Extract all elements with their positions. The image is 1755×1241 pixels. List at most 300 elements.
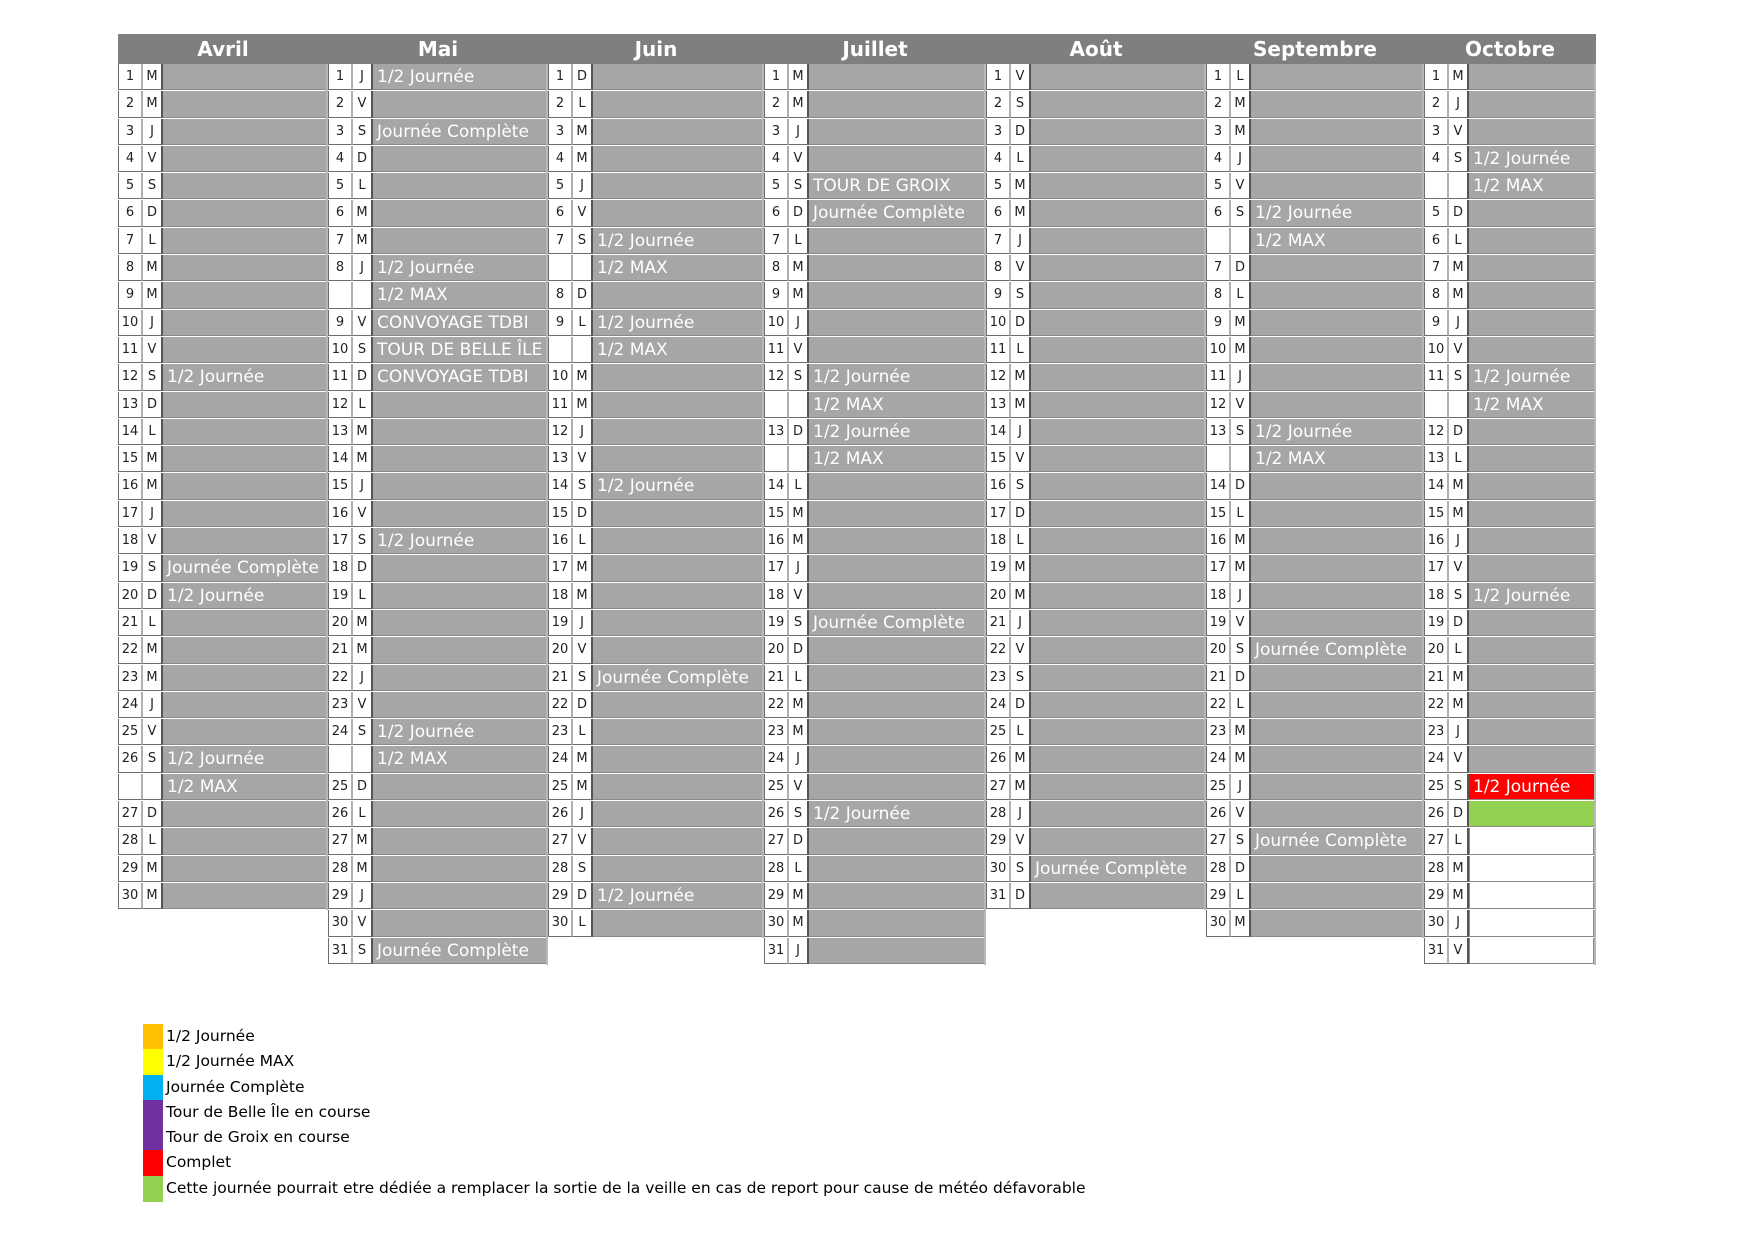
- event-cell: [593, 419, 762, 445]
- day-number: 22: [1206, 692, 1230, 718]
- weekday-letter: M: [1448, 473, 1469, 499]
- day-number: 16: [764, 528, 788, 554]
- weekday-letter: [1448, 392, 1469, 418]
- month-column: [986, 34, 1206, 910]
- day-number: 18: [1206, 583, 1230, 609]
- event-cell: [1031, 583, 1204, 609]
- event-cell: [1251, 146, 1422, 172]
- event-cell: [1031, 282, 1204, 308]
- day-row: [1206, 801, 1422, 828]
- day-number: 9: [548, 310, 572, 336]
- day-number: 27: [986, 774, 1010, 800]
- event-cell: TOUR DE GROIX: [809, 173, 984, 199]
- weekday-letter: J: [142, 501, 163, 527]
- weekday-letter: S: [142, 364, 163, 390]
- event-cell: [163, 255, 326, 281]
- weekday-letter: [1448, 173, 1469, 199]
- event-cell: [373, 91, 546, 117]
- event-cell: [163, 446, 326, 472]
- event-cell: Journée Complète: [1251, 828, 1422, 854]
- day-number: 16: [1206, 528, 1230, 554]
- event-cell: [1251, 392, 1422, 418]
- weekday-letter: L: [1230, 883, 1251, 909]
- event-cell: [1031, 337, 1204, 363]
- day-row: [1206, 173, 1422, 200]
- weekday-letter: L: [1230, 64, 1251, 90]
- day-row: [1206, 337, 1422, 364]
- day-row: [1424, 610, 1594, 637]
- event-cell: [373, 446, 546, 472]
- weekday-letter: V: [1230, 610, 1251, 636]
- weekday-letter: S: [142, 555, 163, 581]
- event-cell: [1469, 883, 1594, 909]
- weekday-letter: M: [1230, 528, 1251, 554]
- weekday-letter: L: [352, 583, 373, 609]
- event-cell: [1251, 801, 1422, 827]
- weekday-letter: J: [352, 883, 373, 909]
- day-number: 25: [548, 774, 572, 800]
- day-row: [764, 228, 984, 255]
- day-number: 16: [548, 528, 572, 554]
- event-cell: [163, 200, 326, 226]
- day-number: 23: [1424, 719, 1448, 745]
- weekday-letter: J: [142, 310, 163, 336]
- weekday-letter: [788, 392, 809, 418]
- day-row: [986, 446, 1204, 473]
- weekday-letter: J: [788, 310, 809, 336]
- event-cell: [1469, 119, 1594, 145]
- event-cell: [593, 282, 762, 308]
- day-number: 22: [764, 692, 788, 718]
- day-row: [764, 501, 984, 528]
- event-cell: 1/2 MAX: [373, 282, 546, 308]
- event-cell: [809, 255, 984, 281]
- event-cell: [1251, 282, 1422, 308]
- weekday-letter: M: [788, 282, 809, 308]
- weekday-letter: D: [142, 200, 163, 226]
- day-row: [986, 119, 1204, 146]
- weekday-letter: M: [788, 883, 809, 909]
- event-cell: Journée Complète: [1031, 856, 1204, 882]
- event-cell: 1/2 Journée: [373, 528, 546, 554]
- event-cell: 1/2 Journée: [593, 473, 762, 499]
- event-cell: [1251, 583, 1422, 609]
- event-cell: [1469, 801, 1594, 827]
- day-number: 2: [328, 91, 352, 117]
- day-number: 13: [118, 392, 142, 418]
- event-cell: [1251, 910, 1422, 936]
- weekday-letter: S: [1010, 473, 1031, 499]
- day-number: 14: [986, 419, 1010, 445]
- day-row: [764, 310, 984, 337]
- day-row: [1206, 228, 1422, 255]
- event-cell: [1251, 337, 1422, 363]
- event-cell: [809, 583, 984, 609]
- day-row: [1424, 692, 1594, 719]
- weekday-letter: V: [788, 337, 809, 363]
- event-cell: [373, 228, 546, 254]
- day-row: [548, 200, 762, 227]
- day-row: [118, 446, 326, 473]
- event-cell: [1469, 828, 1594, 854]
- weekday-letter: V: [1010, 64, 1031, 90]
- day-row: [1424, 255, 1594, 282]
- day-number: 16: [1424, 528, 1448, 554]
- weekday-letter: L: [572, 719, 593, 745]
- day-number: 23: [548, 719, 572, 745]
- event-cell: [1469, 200, 1594, 226]
- event-cell: [1031, 146, 1204, 172]
- day-number: 10: [118, 310, 142, 336]
- day-row: [328, 583, 546, 610]
- event-cell: [809, 910, 984, 936]
- event-cell: [1031, 119, 1204, 145]
- weekday-letter: M: [572, 119, 593, 145]
- day-row: [328, 392, 546, 419]
- event-cell: [1251, 719, 1422, 745]
- weekday-letter: V: [1230, 801, 1251, 827]
- weekday-letter: J: [788, 119, 809, 145]
- event-cell: [593, 583, 762, 609]
- legend-label: Complet: [166, 1153, 232, 1172]
- day-row: [1206, 255, 1422, 282]
- day-number: 19: [118, 555, 142, 581]
- day-number: 6: [1206, 200, 1230, 226]
- event-cell: [809, 665, 984, 691]
- day-row: [986, 856, 1204, 883]
- event-cell: [373, 583, 546, 609]
- day-row: [986, 883, 1204, 910]
- day-row: [1206, 610, 1422, 637]
- weekday-letter: M: [1230, 119, 1251, 145]
- weekday-letter: S: [1448, 146, 1469, 172]
- event-cell: [373, 692, 546, 718]
- day-row: [1424, 146, 1594, 173]
- day-number: 18: [328, 555, 352, 581]
- day-row: [328, 528, 546, 555]
- event-cell: [373, 637, 546, 663]
- weekday-letter: V: [1448, 555, 1469, 581]
- event-cell: [1031, 419, 1204, 445]
- weekday-letter: M: [142, 856, 163, 882]
- event-cell: [1469, 282, 1594, 308]
- weekday-letter: S: [1010, 282, 1031, 308]
- day-number: 1: [1424, 64, 1448, 90]
- weekday-letter: M: [788, 528, 809, 554]
- legend-label: Tour de Belle Île en course: [166, 1102, 371, 1121]
- event-cell: [1251, 119, 1422, 145]
- day-number: 15: [1424, 501, 1448, 527]
- day-row: [118, 228, 326, 255]
- day-row: [986, 719, 1204, 746]
- event-cell: CONVOYAGE TDBI: [373, 364, 546, 390]
- weekday-letter: V: [352, 692, 373, 718]
- day-number: 10: [1424, 337, 1448, 363]
- day-number: [328, 746, 352, 772]
- day-number: [548, 255, 572, 281]
- day-number: 29: [986, 828, 1010, 854]
- event-cell: [1251, 746, 1422, 772]
- month-rows: [764, 64, 986, 965]
- weekday-letter: S: [788, 801, 809, 827]
- weekday-letter: L: [572, 91, 593, 117]
- event-cell: [163, 665, 326, 691]
- month-rows: [1206, 64, 1424, 938]
- day-row: [548, 228, 762, 255]
- event-cell: [593, 719, 762, 745]
- weekday-letter: [572, 255, 593, 281]
- event-cell: [373, 774, 546, 800]
- weekday-letter: V: [1010, 446, 1031, 472]
- weekday-letter: L: [142, 419, 163, 445]
- day-number: 5: [328, 173, 352, 199]
- event-cell: [1251, 64, 1422, 90]
- event-cell: 1/2 Journée: [373, 719, 546, 745]
- weekday-letter: M: [572, 774, 593, 800]
- weekday-letter: M: [1448, 64, 1469, 90]
- day-row: [1424, 665, 1594, 692]
- day-number: 20: [764, 637, 788, 663]
- event-cell: 1/2 MAX: [1469, 392, 1594, 418]
- weekday-letter: M: [352, 200, 373, 226]
- weekday-letter: L: [1448, 637, 1469, 663]
- weekday-letter: L: [1230, 282, 1251, 308]
- day-row: [328, 146, 546, 173]
- event-cell: [809, 719, 984, 745]
- day-row: [986, 473, 1204, 500]
- weekday-letter: J: [1230, 364, 1251, 390]
- day-number: 20: [548, 637, 572, 663]
- legend-label: 1/2 Journée: [166, 1027, 255, 1045]
- month-header: Mai: [328, 34, 548, 64]
- day-row: [986, 91, 1204, 118]
- day-number: 5: [764, 173, 788, 199]
- event-cell: [1251, 364, 1422, 390]
- day-number: 3: [986, 119, 1010, 145]
- day-number: 30: [764, 910, 788, 936]
- day-row: [1206, 64, 1422, 91]
- day-row: [1424, 200, 1594, 227]
- day-number: 31: [1424, 938, 1448, 964]
- event-cell: [593, 910, 762, 936]
- weekday-letter: M: [572, 146, 593, 172]
- day-number: 25: [764, 774, 788, 800]
- legend-swatch: [143, 1024, 163, 1050]
- day-row: [328, 173, 546, 200]
- day-number: 21: [548, 665, 572, 691]
- event-cell: [1251, 91, 1422, 117]
- day-row: [118, 310, 326, 337]
- day-number: 16: [118, 473, 142, 499]
- month-rows: [328, 64, 548, 965]
- day-number: 22: [548, 692, 572, 718]
- event-cell: 1/2 Journée: [593, 228, 762, 254]
- event-cell: 1/2 Journée: [163, 746, 326, 772]
- weekday-letter: [352, 282, 373, 308]
- event-cell: [163, 91, 326, 117]
- weekday-letter: M: [1010, 173, 1031, 199]
- day-row: [328, 501, 546, 528]
- event-cell: [373, 665, 546, 691]
- day-row: [548, 801, 762, 828]
- event-cell: [1031, 746, 1204, 772]
- day-row: [328, 64, 546, 91]
- weekday-letter: S: [572, 228, 593, 254]
- day-number: [1206, 446, 1230, 472]
- day-number: 6: [986, 200, 1010, 226]
- event-cell: [1469, 419, 1594, 445]
- event-cell: [1251, 856, 1422, 882]
- weekday-letter: L: [1010, 146, 1031, 172]
- day-row: [1206, 774, 1422, 801]
- day-row: [1424, 501, 1594, 528]
- day-number: 9: [1206, 310, 1230, 336]
- weekday-letter: L: [1230, 692, 1251, 718]
- event-cell: [373, 610, 546, 636]
- weekday-letter: J: [142, 119, 163, 145]
- day-number: 14: [118, 419, 142, 445]
- event-cell: [373, 856, 546, 882]
- weekday-letter: D: [1010, 501, 1031, 527]
- day-number: 5: [1424, 200, 1448, 226]
- weekday-letter: M: [788, 910, 809, 936]
- day-number: 10: [328, 337, 352, 363]
- weekday-letter: M: [572, 555, 593, 581]
- day-number: 3: [548, 119, 572, 145]
- day-number: 30: [328, 910, 352, 936]
- day-number: 6: [764, 200, 788, 226]
- day-row: [548, 501, 762, 528]
- day-row: [548, 692, 762, 719]
- day-row: [1424, 583, 1594, 610]
- day-row: [1424, 746, 1594, 773]
- day-row: [986, 173, 1204, 200]
- day-number: 7: [764, 228, 788, 254]
- day-number: 2: [1206, 91, 1230, 117]
- day-number: 11: [764, 337, 788, 363]
- weekday-letter: S: [1448, 583, 1469, 609]
- weekday-letter: V: [1448, 746, 1469, 772]
- weekday-letter: J: [788, 938, 809, 964]
- day-row: [328, 828, 546, 855]
- day-number: 3: [1206, 119, 1230, 145]
- event-cell: [1469, 637, 1594, 663]
- day-row: [118, 746, 326, 773]
- event-cell: [593, 610, 762, 636]
- day-row: [764, 692, 984, 719]
- day-row: [328, 719, 546, 746]
- day-row: [1206, 828, 1422, 855]
- event-cell: 1/2 Journée: [373, 64, 546, 90]
- event-cell: [1251, 473, 1422, 499]
- day-row: [118, 419, 326, 446]
- event-cell: Journée Complète: [593, 665, 762, 691]
- day-row: [328, 419, 546, 446]
- day-row: [1424, 883, 1594, 910]
- weekday-letter: V: [352, 910, 373, 936]
- weekday-letter: J: [572, 801, 593, 827]
- day-row: [328, 883, 546, 910]
- month-column: [1206, 34, 1424, 938]
- day-row: [764, 801, 984, 828]
- day-number: 1: [986, 64, 1010, 90]
- event-cell: [809, 938, 984, 964]
- weekday-letter: M: [788, 91, 809, 117]
- event-cell: [809, 310, 984, 336]
- day-row: [986, 828, 1204, 855]
- weekday-letter: M: [352, 828, 373, 854]
- day-number: 9: [118, 282, 142, 308]
- day-row: [986, 392, 1204, 419]
- day-number: 1: [118, 64, 142, 90]
- weekday-letter: S: [352, 119, 373, 145]
- day-number: 12: [1424, 419, 1448, 445]
- day-number: 6: [328, 200, 352, 226]
- day-row: [1424, 310, 1594, 337]
- day-row: [764, 665, 984, 692]
- day-number: 11: [986, 337, 1010, 363]
- weekday-letter: L: [572, 528, 593, 554]
- day-row: [1206, 692, 1422, 719]
- day-number: 25: [986, 719, 1010, 745]
- event-cell: 1/2 MAX: [809, 392, 984, 418]
- day-number: 2: [548, 91, 572, 117]
- weekday-letter: J: [1010, 228, 1031, 254]
- event-cell: [373, 828, 546, 854]
- day-row: [548, 119, 762, 146]
- event-cell: [809, 692, 984, 718]
- day-number: 16: [986, 473, 1010, 499]
- day-number: 14: [1206, 473, 1230, 499]
- weekday-letter: D: [1448, 801, 1469, 827]
- day-number: 8: [1424, 282, 1448, 308]
- day-row: [1424, 528, 1594, 555]
- day-row: [1424, 637, 1594, 664]
- day-row: [986, 692, 1204, 719]
- event-cell: [1031, 91, 1204, 117]
- day-row: [328, 665, 546, 692]
- weekday-letter: D: [142, 583, 163, 609]
- day-number: 31: [986, 883, 1010, 909]
- day-number: 19: [328, 583, 352, 609]
- weekday-letter: M: [1230, 910, 1251, 936]
- day-number: 15: [764, 501, 788, 527]
- event-cell: [163, 337, 326, 363]
- weekday-letter: D: [1448, 200, 1469, 226]
- weekday-letter: M: [142, 64, 163, 90]
- event-cell: [593, 856, 762, 882]
- day-row: [548, 856, 762, 883]
- event-cell: [163, 419, 326, 445]
- day-number: 8: [328, 255, 352, 281]
- event-cell: Journée Complète: [809, 610, 984, 636]
- day-number: 23: [986, 665, 1010, 691]
- event-cell: [593, 146, 762, 172]
- day-row: [328, 910, 546, 937]
- event-cell: [593, 119, 762, 145]
- event-cell: [163, 692, 326, 718]
- day-number: 25: [1206, 774, 1230, 800]
- day-number: [328, 282, 352, 308]
- day-number: 28: [986, 801, 1010, 827]
- day-row: [1424, 119, 1594, 146]
- event-cell: [163, 637, 326, 663]
- day-row: [118, 883, 326, 910]
- event-cell: [163, 392, 326, 418]
- day-row: [764, 64, 984, 91]
- weekday-letter: S: [788, 610, 809, 636]
- day-row: [118, 255, 326, 282]
